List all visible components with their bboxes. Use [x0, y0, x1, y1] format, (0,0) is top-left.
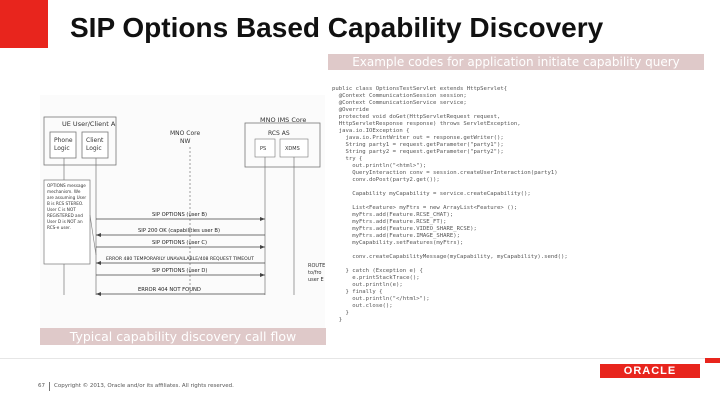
code-line: } finally { — [332, 289, 383, 295]
code-line: myFtrs.add(Feature.RCSE_CHAT); — [332, 212, 454, 218]
msg-arrowhead-3 — [260, 245, 265, 249]
msg-arrowhead-6 — [96, 292, 101, 296]
xdms-text: XDMS — [285, 146, 300, 152]
code-line: @Override — [332, 107, 370, 113]
slide-title: SIP Options Based Capability Discovery — [70, 12, 604, 43]
client-logic-line1: Client — [86, 137, 104, 144]
mno-core-line2: NW — [180, 138, 191, 145]
code-line: java.io.IOException { — [332, 128, 410, 134]
code-line: protected void doGet(HttpServletRequest request, — [332, 114, 501, 120]
phone-logic-line2: Logic — [54, 145, 70, 152]
msg-label-3: SIP OPTIONS (user C) — [152, 240, 208, 246]
code-line: @Context CommunicationSession session; — [332, 93, 467, 99]
footer-separator — [49, 382, 50, 391]
code-line: Capability myCapability = service.createCapability(); — [332, 191, 531, 197]
code-line: conv.doPost(party2.get()); — [332, 177, 440, 183]
msg-label-4: ERROR 480 TEMPORARILY UNAVAILABLE/408 REQUEST TIMEOUT — [106, 257, 254, 262]
copyright-text: Copyright © 2013, Oracle and/or its affiliates. All rights reserved. — [54, 383, 234, 389]
code-line: conv.createCapabilityMessage(myCapability, myCapability).send(); — [332, 254, 568, 260]
client-logic-line2: Logic — [86, 145, 102, 152]
note-line: User C is NOT — [47, 207, 76, 212]
code-line: java.io.PrintWriter out = response.getWriter(); — [332, 135, 504, 141]
code-sample — [330, 86, 720, 331]
note-line: are assuming User — [47, 195, 87, 200]
code-line: myFtrs.add(Feature.IMAGE_SHARE); — [332, 233, 460, 239]
code-line: @Context CommunicationService service; — [332, 100, 467, 106]
code-line: String party2 = request.getParameter("party2"); — [332, 149, 504, 155]
route-line: ROUTE — [308, 263, 325, 269]
code-line: } — [332, 317, 343, 323]
code-line: out.println("</html>"); — [332, 296, 430, 302]
route-text — [308, 263, 325, 283]
code-line: String party1 = request.getParameter("party1"); — [332, 142, 504, 148]
note-line: mechanism. We — [47, 189, 81, 194]
code-line: myCapability.setFeatures(myFtrs); — [332, 240, 464, 246]
brand-red-square — [0, 0, 48, 48]
code-line: myFtrs.add(Feature.VIDEO_SHARE_RCSE); — [332, 226, 477, 232]
code-line: out.println("<html>"); — [332, 163, 427, 169]
call-flow-diagram — [40, 95, 325, 340]
code-line: e.printStackTrace(); — [332, 275, 420, 281]
msg-arrowhead-2 — [96, 233, 101, 237]
note-line: RCS-e user. — [47, 225, 71, 230]
page-number: 67 — [38, 383, 45, 389]
ue-header-text: UE User/Client A — [62, 120, 116, 128]
footer-red-accent — [705, 358, 720, 363]
ps-text: PS — [260, 146, 267, 152]
code-line: HttpServletResponse response) throws ServletException, — [332, 121, 521, 127]
code-line: QueryInteraction conv = session.createUserInteraction(party1) — [332, 170, 558, 176]
msg-label-1: SIP OPTIONS (user B) — [152, 212, 207, 218]
note-line: B is RCS STEREO. — [47, 201, 84, 206]
msg-label-5: SIP OPTIONS (user D) — [152, 268, 208, 274]
footer-divider-line — [0, 358, 720, 359]
rcs-as-text: RCS AS — [268, 130, 290, 137]
code-line: out.println(e); — [332, 282, 403, 288]
code-line: myFtrs.add(Feature.RCSE_FT); — [332, 219, 447, 225]
code-line: } — [332, 310, 349, 316]
note-line: User D is NOT an — [47, 219, 83, 224]
msg-arrowhead-4 — [96, 261, 101, 265]
mno-core-line1: MNO Core — [170, 130, 201, 137]
call-flow-svg — [40, 95, 325, 340]
note-line: OPTIONS message — [47, 183, 86, 188]
code-caption: Example codes for application initiate capability query — [328, 54, 704, 70]
ims-core-text: MNO IMS Core — [260, 116, 307, 124]
msg-arrowhead-5 — [260, 273, 265, 277]
code-line: List<Feature> myFtrs = new ArrayList<Feature> (); — [332, 205, 518, 211]
route-line: to/fro — [308, 270, 322, 276]
code-line: } catch (Exception e) { — [332, 268, 423, 274]
route-line: user E — [308, 277, 324, 283]
note-line: REGISTERED and — [47, 213, 83, 218]
msg-arrowhead-1 — [260, 217, 265, 221]
code-line: try { — [332, 156, 363, 162]
note-pointer — [90, 215, 96, 255]
msg-label-2: SIP 200 OK (capabilities user B) — [138, 228, 220, 234]
oracle-logo: ORACLE — [600, 364, 700, 378]
code-line: public class OptionsTestServlet extends HttpServlet{ — [332, 86, 508, 92]
msg-label-6: ERROR 404 NOT FOUND — [138, 287, 201, 293]
phone-logic-line1: Phone — [54, 137, 73, 144]
flow-caption: Typical capability discovery call flow — [40, 328, 326, 345]
code-line: out.close(); — [332, 303, 393, 309]
